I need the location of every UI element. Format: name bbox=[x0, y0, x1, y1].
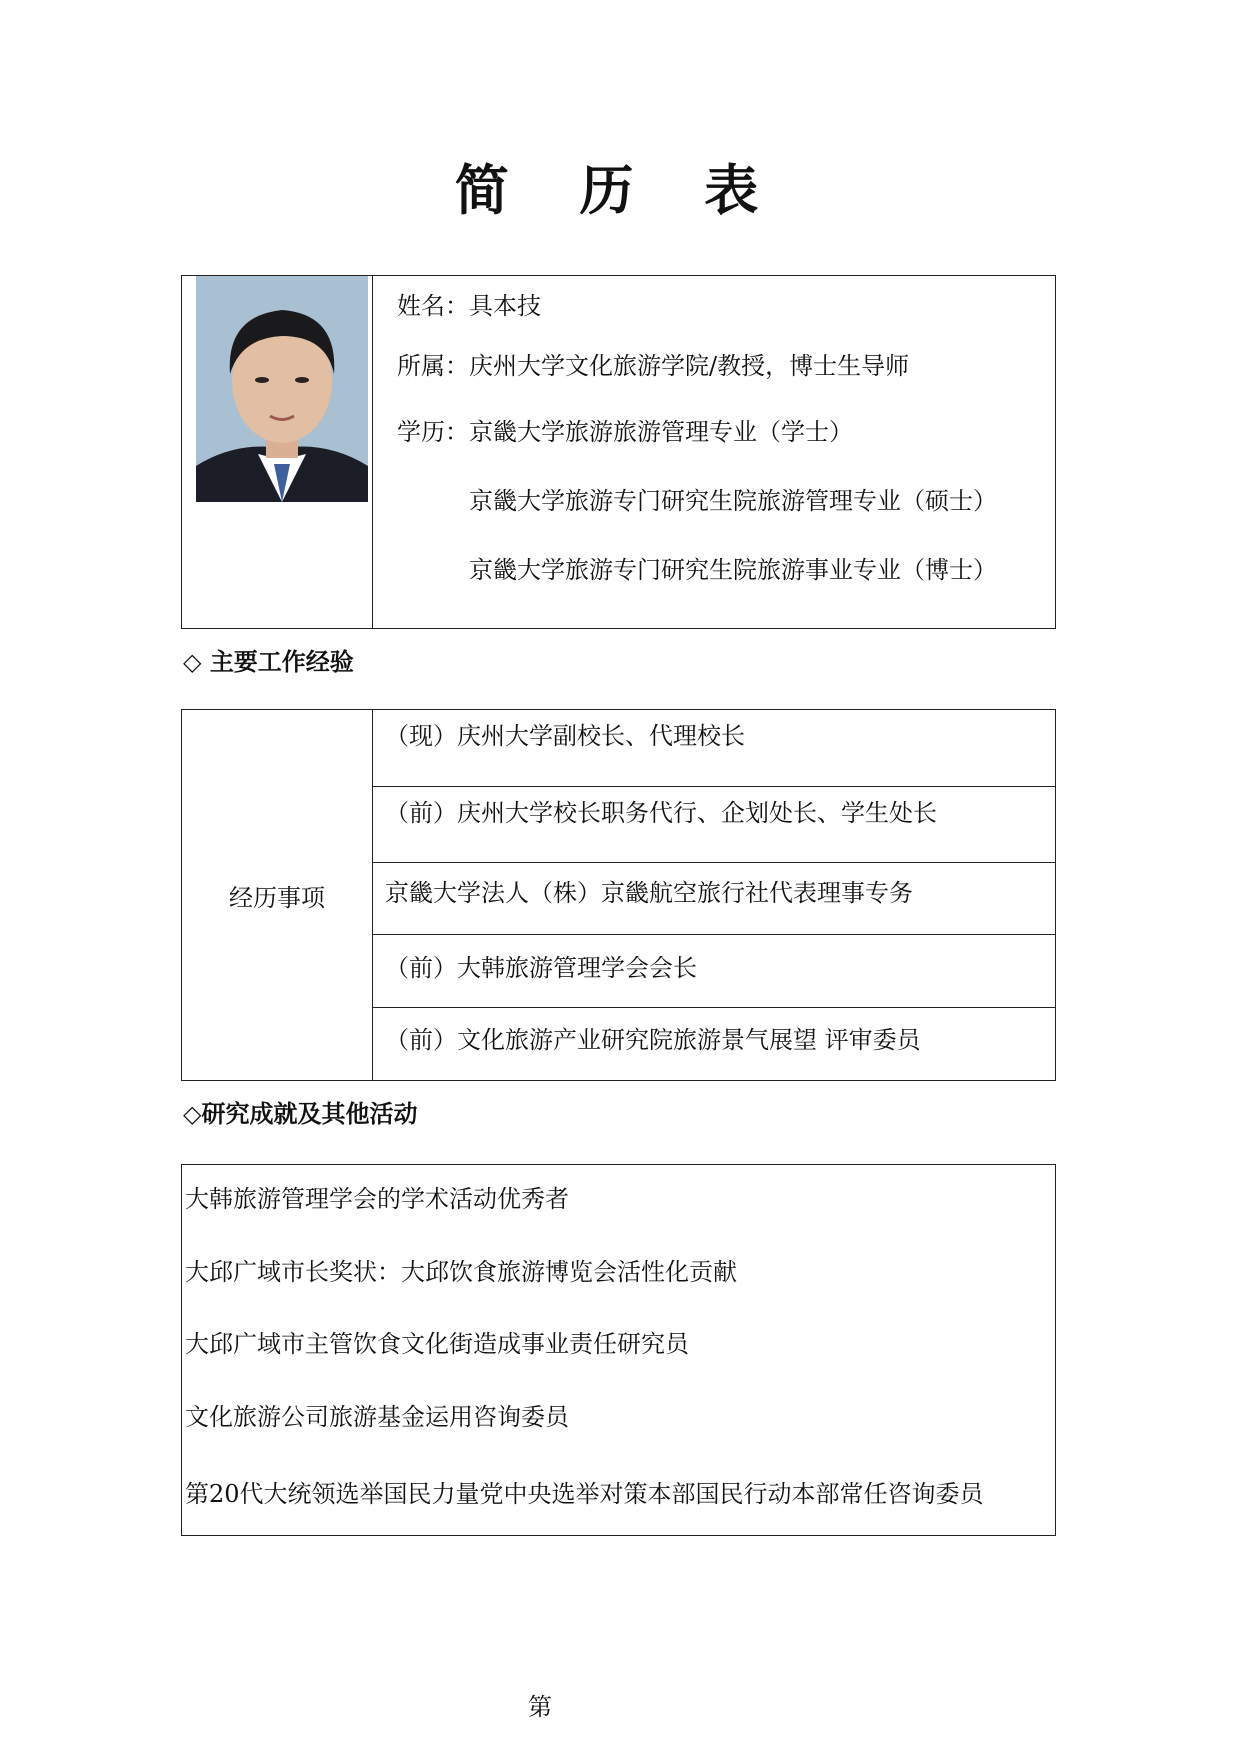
work-item: 京畿大学法人（株）京畿航空旅行社代表理事专务 bbox=[385, 879, 913, 907]
work-label: 经历事项 bbox=[229, 884, 325, 912]
row-divider bbox=[372, 862, 1055, 863]
education-item: 京畿大学旅游专门研究生院旅游事业专业（博士） bbox=[469, 556, 997, 584]
page-title: 简 历 表 bbox=[454, 159, 785, 222]
research-item: 大韩旅游管理学会的学术活动优秀者 bbox=[185, 1185, 569, 1213]
research-item: 第20代大统领选举国民力量党中央选举对策本部国民行动本部常任咨询委员 bbox=[185, 1480, 984, 1508]
column-divider bbox=[372, 276, 373, 628]
work-item: （现）庆州大学副校长、代理校长 bbox=[385, 722, 745, 750]
affiliation-value: 庆州大学文化旅游学院/教授，博士生导师 bbox=[469, 352, 910, 380]
education-item: 京畿大学旅游旅游管理专业（学士） bbox=[469, 418, 853, 446]
education-label: 学历： bbox=[397, 418, 469, 446]
research-item: 大邱广域市长奖状：大邱饮食旅游博览会活性化贡献 bbox=[185, 1258, 737, 1286]
row-divider bbox=[372, 1007, 1055, 1008]
work-item: （前）大韩旅游管理学会会长 bbox=[385, 954, 697, 982]
work-item: （前）庆州大学校长职务代行、企划处长、学生处长 bbox=[385, 799, 937, 827]
affiliation-label: 所属： bbox=[397, 352, 469, 380]
work-section-heading: ◇ 主要工作经验 bbox=[183, 648, 354, 676]
page-footer: 第 bbox=[528, 1693, 552, 1721]
work-item: （前）文化旅游产业研究院旅游景气展望 评审委员 bbox=[385, 1026, 921, 1054]
profile-photo bbox=[196, 276, 368, 502]
research-table bbox=[181, 1164, 1056, 1536]
profile-box bbox=[181, 275, 1056, 629]
row-divider bbox=[372, 786, 1055, 787]
research-section-heading: ◇研究成就及其他活动 bbox=[183, 1100, 418, 1128]
work-experience-table bbox=[181, 709, 1056, 1081]
name-label: 姓名： bbox=[397, 292, 469, 320]
education-item: 京畿大学旅游专门研究生院旅游管理专业（硕士） bbox=[469, 487, 997, 515]
research-item: 文化旅游公司旅游基金运用咨询委员 bbox=[185, 1403, 569, 1431]
column-divider bbox=[372, 710, 373, 1080]
research-item: 大邱广域市主管饮食文化街造成事业责任研究员 bbox=[185, 1330, 689, 1358]
row-divider bbox=[372, 934, 1055, 935]
name-value: 具本技 bbox=[469, 292, 541, 320]
